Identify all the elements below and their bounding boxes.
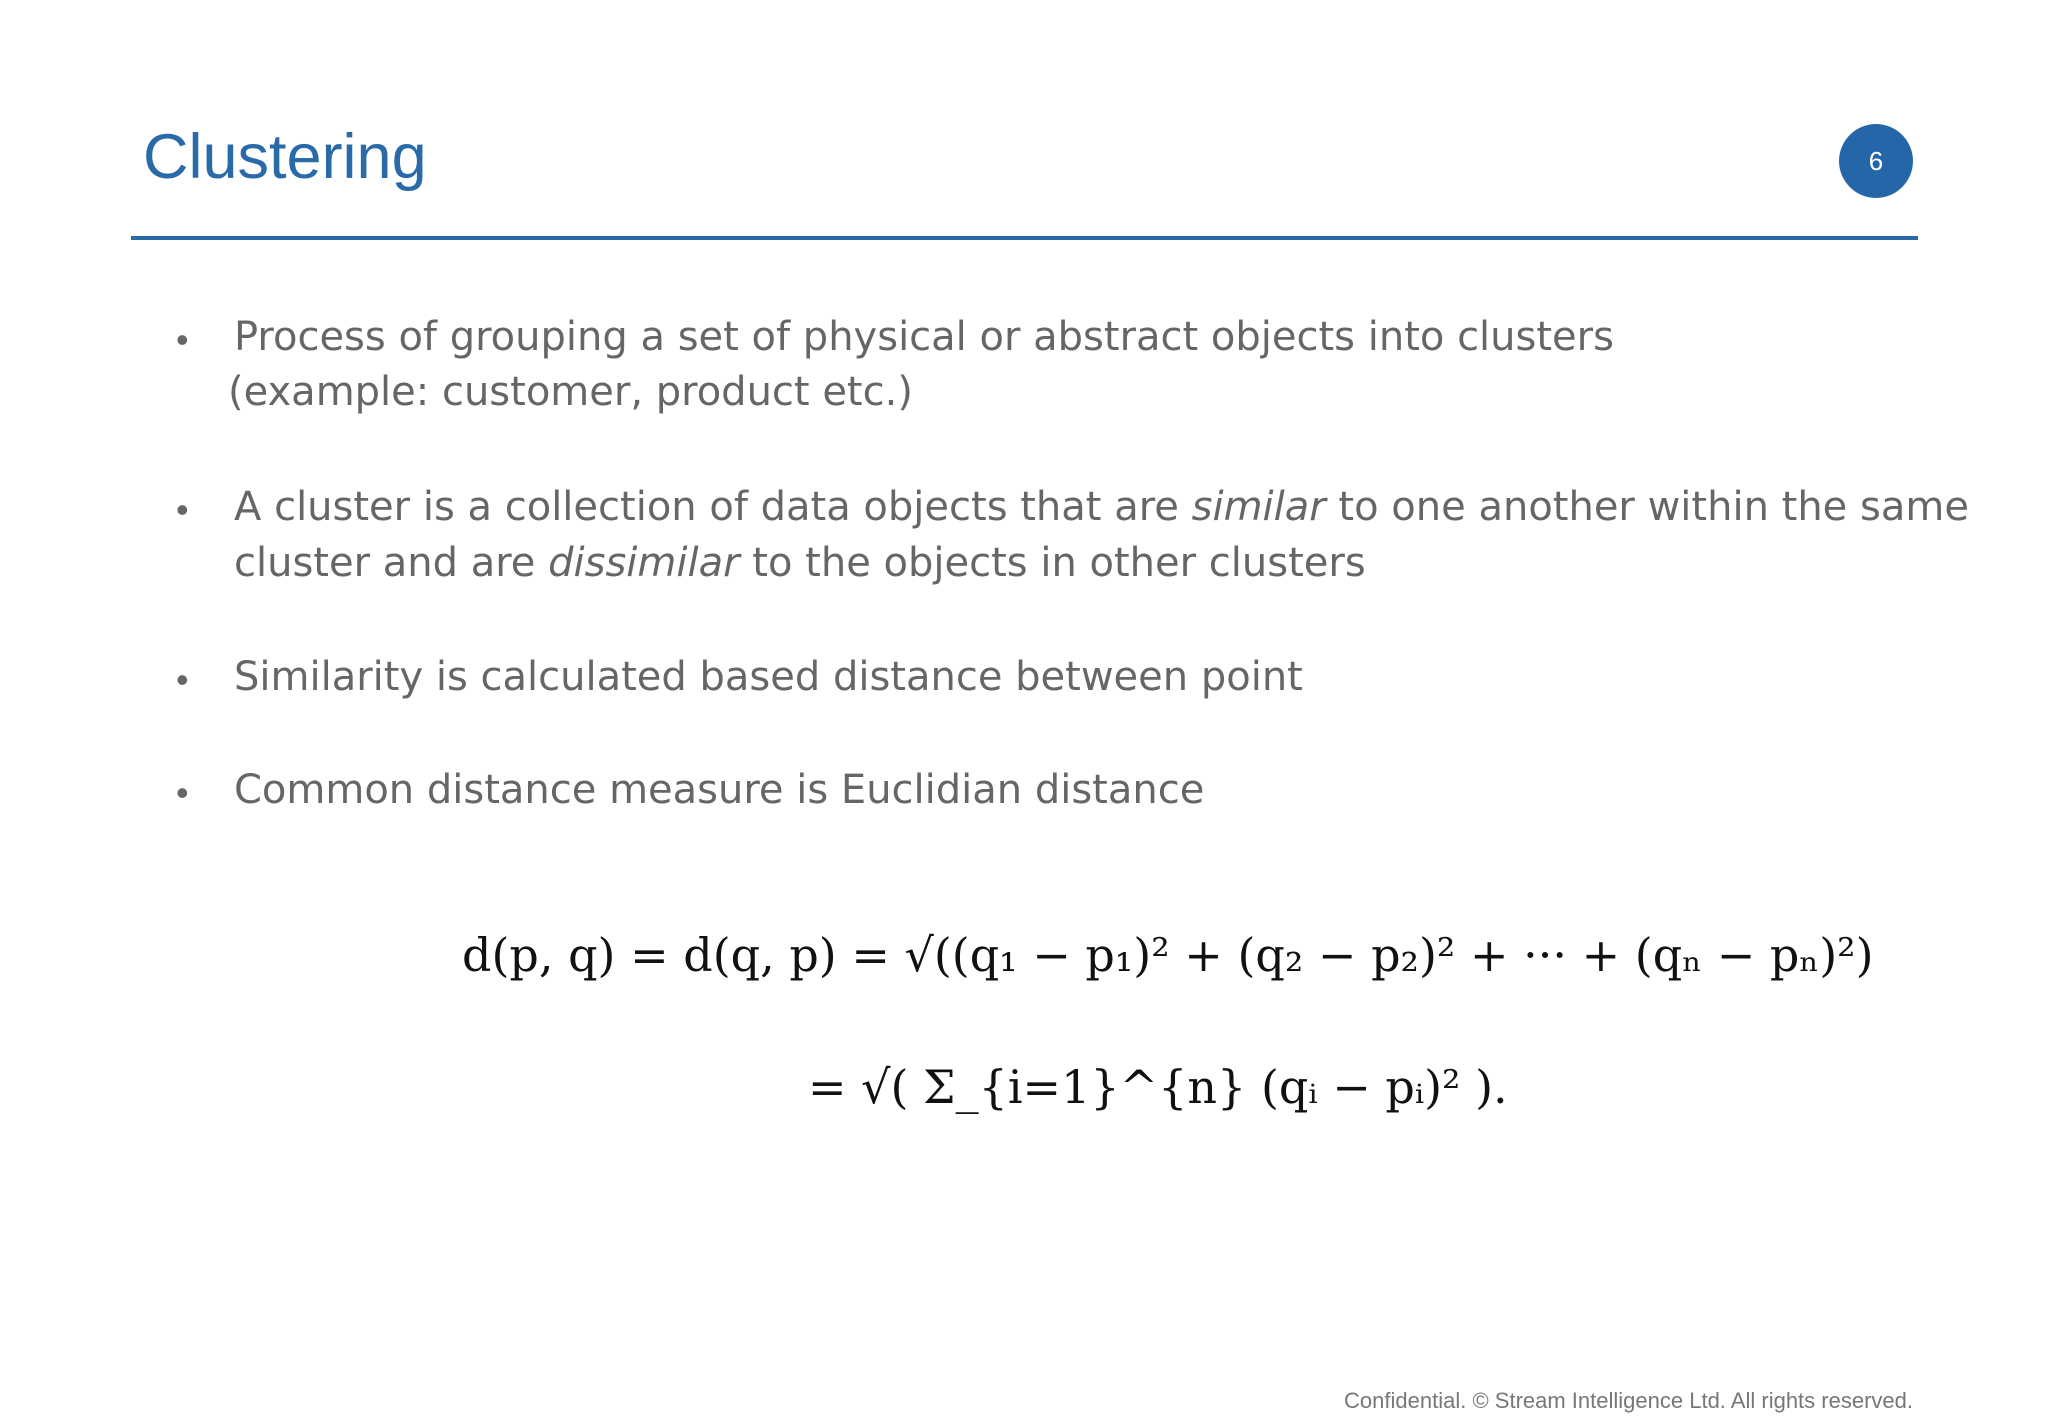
footer-copyright: Confidential. © Stream Intelligence Ltd. All rights reserved. [1344, 1388, 1913, 1413]
bullet-marker: • [176, 319, 189, 360]
bullet-marker: • [176, 659, 189, 700]
text-segment: to the objects in other clusters [739, 540, 1366, 586]
bullet-text [234, 479, 1969, 536]
emphasis-text: similar [1191, 484, 1326, 530]
slide-title: Clustering [143, 122, 427, 192]
page-number-badge: 6 [1839, 124, 1913, 198]
text-segment: to one another within the same [1325, 484, 1969, 530]
bullet-marker: • [176, 489, 189, 530]
euclidean-distance-summation: = √( Σ_{i=1}^{n} (qᵢ − pᵢ)² ). [808, 1060, 1508, 1114]
text-segment: cluster and are [234, 540, 549, 586]
bullet-text-continuation [234, 535, 1914, 592]
text-segment: A cluster is a collection of data objects that are [234, 484, 1192, 530]
bullet-text: Similarity is calculated based distance between point [234, 654, 1303, 700]
bullet-marker: • [176, 772, 189, 813]
euclidean-distance-formula: d(p, q) = d(q, p) = √((q₁ − p₁)² + (q₂ − p₂)² + ··· + (qₙ − pₙ)²) [462, 928, 1874, 982]
bullet-text: Common distance measure is Euclidian distance [234, 767, 1205, 813]
bullet-text: Process of grouping a set of physical or abstract objects into clusters [234, 314, 1614, 360]
bullet-text-continuation: (example: customer, product etc.) [228, 369, 913, 415]
emphasis-text: dissimilar [548, 540, 740, 586]
title-divider [131, 236, 1918, 240]
